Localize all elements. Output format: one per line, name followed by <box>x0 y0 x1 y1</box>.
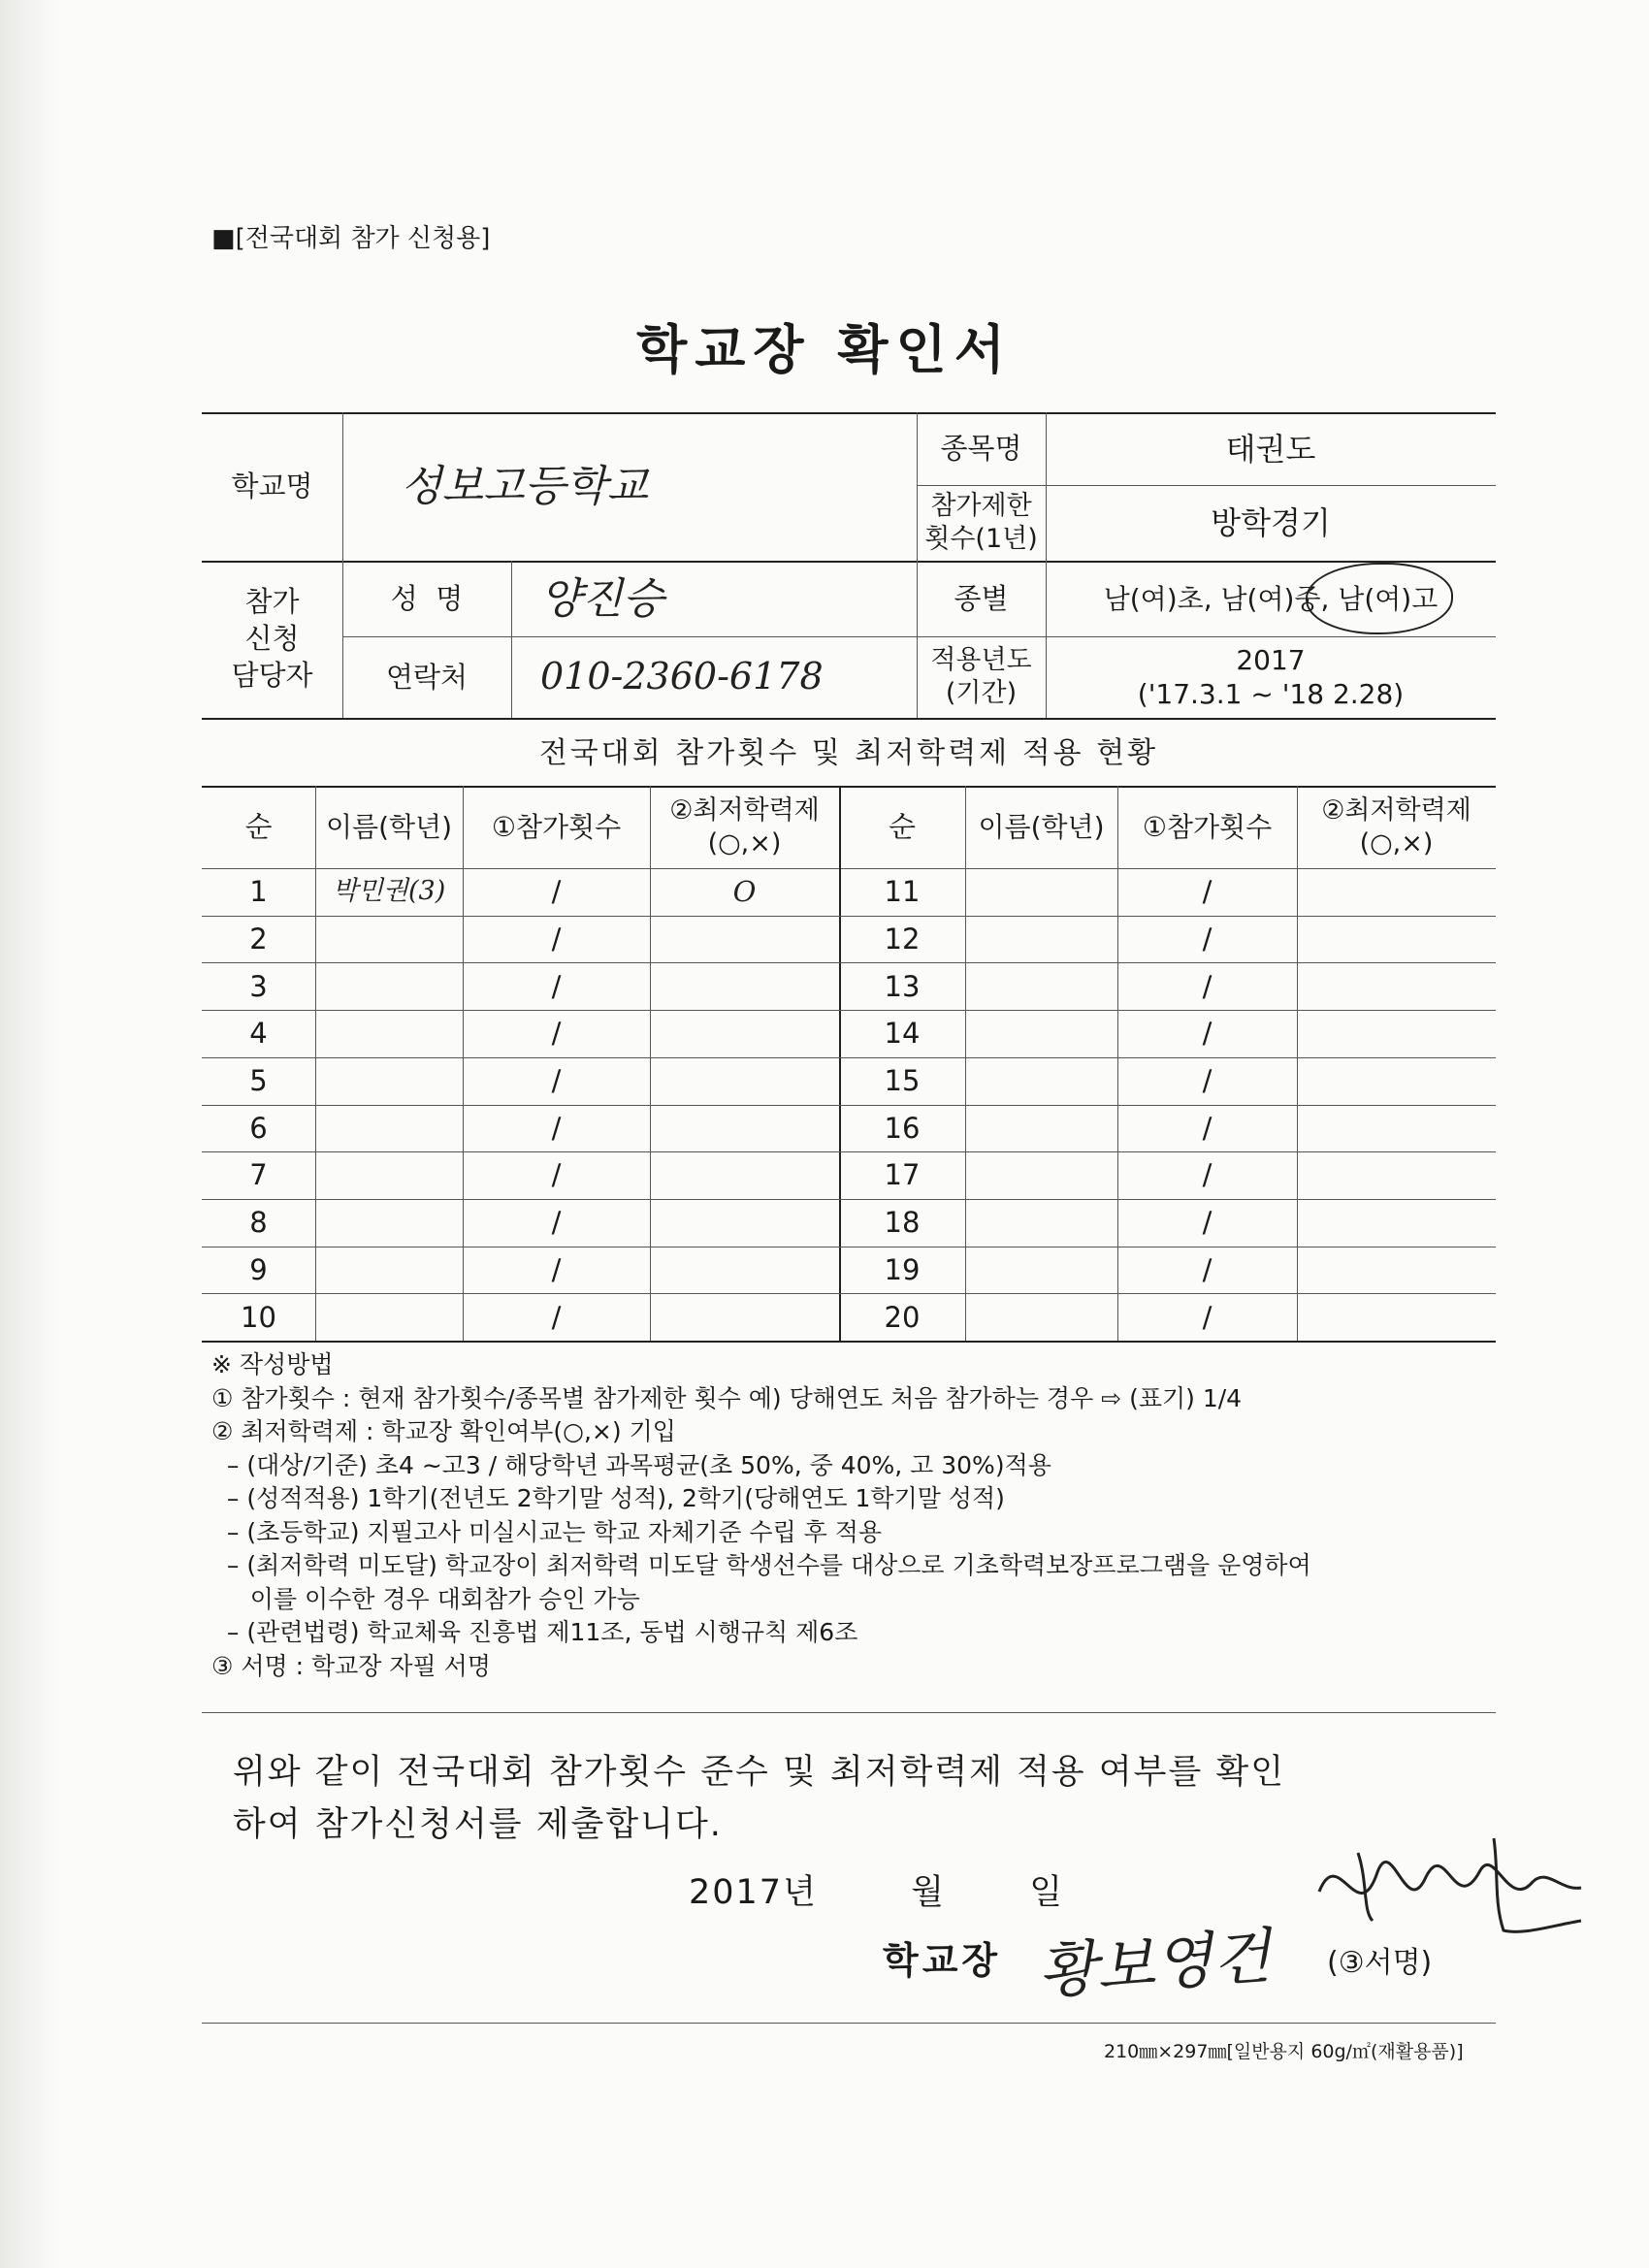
row-cell-name <box>965 916 1117 963</box>
note-line: ① 참가횟수 : 현재 참가횟수/종목별 참가제한 횟수 예) 당해연도 처음 참가하는 경우 ⇨ (표기) 1/4 <box>211 1383 1243 1412</box>
row-cell-no: 5 <box>249 1064 268 1098</box>
school-name-label: 학교명 <box>231 470 313 503</box>
row-cell-min <box>650 1247 839 1294</box>
row-cell-name <box>965 1199 1117 1247</box>
division-circle-mark <box>1306 563 1453 634</box>
row-cell-min <box>650 1199 839 1247</box>
row-cell-no: 1 <box>249 875 268 909</box>
principal-label: 학교장 <box>883 1939 1002 1982</box>
row-cell-name: 박민권(3) <box>332 876 446 907</box>
row-cell-name <box>965 1105 1117 1152</box>
row-cell-min <box>1297 1247 1496 1294</box>
participation-limit-label: 참가제한 횟수(1년) <box>924 491 1038 554</box>
event-label: 종목명 <box>940 432 1022 466</box>
row-cell-min <box>1297 1293 1496 1341</box>
principal-signature-name: 황보영건 <box>1036 1920 1274 2008</box>
row-cell-name <box>315 962 463 1010</box>
row-cell-name <box>965 1293 1117 1341</box>
row-cell-min <box>650 916 839 963</box>
row-cell-count: / <box>1202 1158 1212 1192</box>
note-line: – (초등학교) 지필고사 미실시교는 학교 자체기준 수립 후 적용 <box>211 1517 883 1546</box>
row-cell-count: / <box>551 1252 562 1286</box>
date-day: 일 <box>1029 1873 1065 1912</box>
statement-line: 하여 참가신청서를 제출합니다. <box>233 1805 723 1844</box>
row-cell-no: 15 <box>884 1064 921 1098</box>
row-cell-no: 8 <box>249 1206 268 1240</box>
row-cell-no: 18 <box>884 1206 921 1240</box>
document-title: 학교장 확인서 <box>636 319 1013 380</box>
row-cell-no: 20 <box>884 1300 921 1334</box>
apply-year-value: 2017 <box>1236 644 1306 676</box>
row-cell-no: 10 <box>241 1300 276 1334</box>
col-header-count-right: ①참가횟수 <box>1142 811 1273 843</box>
row-cell-min <box>650 1010 839 1057</box>
col-header-count: ①참가횟수 <box>491 811 622 843</box>
row-cell-no: 12 <box>884 922 921 956</box>
row-cell-name <box>315 1247 463 1294</box>
row-cell-min <box>1297 1151 1496 1199</box>
row-cell-count: / <box>551 875 562 909</box>
row-cell-name <box>965 1247 1117 1294</box>
row-cell-count: / <box>1202 1064 1212 1098</box>
date-year: 2017년 <box>689 1873 818 1912</box>
row-cell-min <box>1297 1105 1496 1152</box>
row-cell-count: / <box>551 1300 562 1334</box>
row-cell-count: / <box>1202 1252 1212 1286</box>
row-cell-name <box>965 1010 1117 1057</box>
row-cell-no: 2 <box>249 922 268 956</box>
note-line: ③ 서명 : 학교장 자필 서명 <box>211 1651 491 1680</box>
row-cell-no: 9 <box>249 1252 268 1286</box>
contact-value: 010-2360-6178 <box>540 655 824 698</box>
row-cell-name <box>965 962 1117 1010</box>
row-cell-count: / <box>1202 1017 1212 1051</box>
col-header-no: 순 <box>244 810 273 844</box>
row-cell-count: / <box>551 1017 562 1051</box>
row-cell-min <box>1297 868 1496 916</box>
row-cell-name <box>965 868 1117 916</box>
col-header-min-academic: ②최저학력제 (○,×) <box>669 794 820 859</box>
row-cell-count: / <box>551 969 562 1003</box>
handwritten-signature <box>1300 1824 1591 1950</box>
apply-year-label: 적용년도 (기간) <box>930 645 1032 708</box>
note-line: ② 최저학력제 : 학교장 확인여부(○,×) 기입 <box>211 1417 676 1445</box>
confirmation-statement <box>233 1746 1285 1851</box>
row-cell-no: 6 <box>249 1111 268 1145</box>
note-line: – (성적적용) 1학기(전년도 2학기말 성적), 2학기(당해연도 1학기말 성적) <box>211 1484 1005 1512</box>
issue-date <box>689 1865 1064 1914</box>
row-cell-no: 19 <box>884 1252 921 1286</box>
note-line: – (최저학력 미도달) 학교장이 최저학력 미도달 학생선수를 대상으로 기초학력보장프로그램을 운영하여 <box>211 1551 1311 1579</box>
row-cell-count: / <box>1202 1300 1212 1334</box>
row-cell-name <box>965 1057 1117 1105</box>
row-cell-name <box>965 1151 1117 1199</box>
status-heading: 전국대회 참가횟수 및 최저학력제 적용 현황 <box>538 736 1159 771</box>
row-cell-count: / <box>1202 1206 1212 1240</box>
row-cell-min <box>650 962 839 1010</box>
signature-label: (③서명) <box>1327 1946 1433 1980</box>
row-cell-count: / <box>551 1158 562 1192</box>
row-cell-min <box>1297 1199 1496 1247</box>
school-name-value: 성보고등학교 <box>401 462 649 511</box>
row-cell-no: 16 <box>884 1111 921 1145</box>
applicant-name-value: 양진승 <box>540 573 664 624</box>
row-cell-min <box>1297 916 1496 963</box>
apply-year-cell <box>1046 636 1496 718</box>
row-cell-min <box>1297 962 1496 1010</box>
row-cell-name <box>315 1199 463 1247</box>
instructions <box>211 1348 1311 1683</box>
form-category-tag: ■[전국대회 참가 신청용] <box>211 224 491 253</box>
row-cell-no: 7 <box>249 1158 268 1192</box>
row-cell-min <box>650 1105 839 1152</box>
row-cell-no: 14 <box>884 1017 921 1051</box>
row-cell-name <box>315 1057 463 1105</box>
applicant-label: 참가 신청 담당자 <box>231 585 313 692</box>
date-month: 월 <box>911 1873 946 1912</box>
row-cell-count: / <box>551 1064 562 1098</box>
col-header-no-right: 순 <box>888 810 916 844</box>
row-cell-name <box>315 1151 463 1199</box>
row-cell-name <box>315 1293 463 1341</box>
row-cell-min <box>1297 1010 1496 1057</box>
row-cell-count: / <box>1202 922 1212 956</box>
col-header-name-right: 이름(학년) <box>978 811 1105 843</box>
event-value: 태권도 <box>1225 430 1316 468</box>
row-cell-min <box>650 1151 839 1199</box>
row-cell-count: / <box>1202 1111 1212 1145</box>
row-cell-count: / <box>551 1111 562 1145</box>
applicant-name-label: 성 명 <box>390 581 464 615</box>
note-line: – (대상/기준) 초4 ~고3 / 해당학년 과목평균(초 50%, 중 40%, 고 30%)적용 <box>211 1450 1051 1479</box>
row-cell-min <box>650 1293 839 1341</box>
row-cell-min: O <box>732 875 757 909</box>
participation-limit-value: 방학경기 <box>1211 504 1331 541</box>
row-cell-count: / <box>551 1206 562 1240</box>
row-cell-min <box>650 1057 839 1105</box>
division-value: 남(여)초, 남(여)중, 남(여)고 <box>1103 582 1439 615</box>
footer-divider <box>202 2023 1496 2024</box>
row-cell-no: 11 <box>884 875 921 909</box>
statement-line: 위와 같이 전국대회 참가횟수 준수 및 최저학력제 적용 여부를 확인 <box>233 1753 1286 1792</box>
row-cell-no: 3 <box>249 969 268 1003</box>
row-cell-min <box>1297 1057 1496 1105</box>
col-header-name: 이름(학년) <box>325 811 453 843</box>
col-header-min-academic-right: ②최저학력제 (○,×) <box>1321 794 1471 859</box>
division-label: 종별 <box>954 581 1009 615</box>
row-cell-no: 13 <box>884 969 921 1003</box>
row-cell-name <box>315 1105 463 1152</box>
row-cell-no: 4 <box>249 1017 268 1051</box>
paper-spec: 210㎜×297㎜[일반용지 60g/㎡(재활용품)] <box>1104 2041 1464 2062</box>
row-cell-name <box>315 1010 463 1057</box>
apply-year-period: ('17.3.1 ~ '18 2.28) <box>1137 678 1405 710</box>
row-cell-count: / <box>1202 969 1212 1003</box>
row-cell-count: / <box>551 922 562 956</box>
note-line: ※ 작성방법 <box>211 1350 334 1378</box>
note-line: 이를 이수한 경우 대회참가 승인 가능 <box>211 1584 640 1613</box>
row-cell-no: 17 <box>884 1158 921 1192</box>
divider <box>202 1712 1496 1713</box>
note-line: – (관련법령) 학교체육 진흥법 제11조, 동법 시행규칙 제6조 <box>211 1618 858 1646</box>
row-cell-count: / <box>1202 875 1212 909</box>
contact-label: 연락처 <box>385 660 469 694</box>
row-cell-name <box>315 916 463 963</box>
